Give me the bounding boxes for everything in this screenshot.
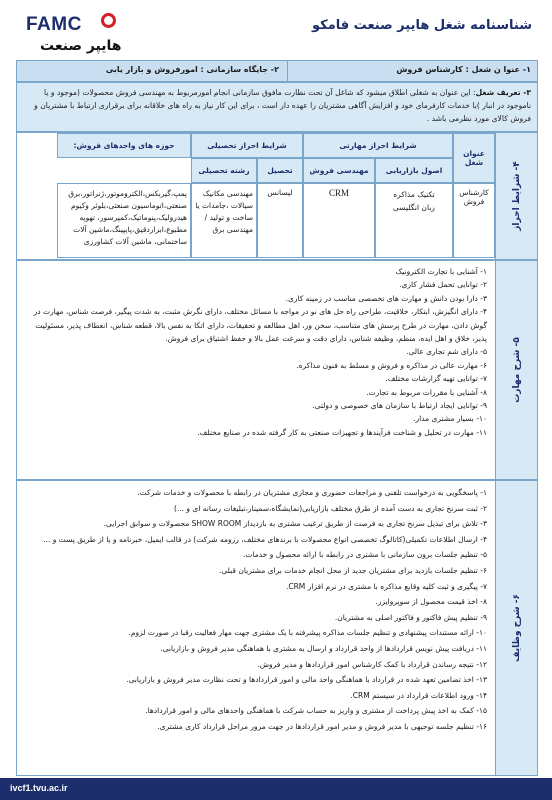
famco-logo-ring-icon	[101, 13, 116, 28]
duty-item: ۱۰- ارائه مستندات پیشنهادی و تنظیم جلسات مذاکره پیشرفته با یک مشتری جهت مهار فعالیت رقبا در صورت لزوم.	[128, 628, 487, 638]
duties-label: ۶- شرح وظایف	[511, 594, 522, 662]
duty-item: ۵- تنظیم جلسات برون سازمانی با مشتری در رابطه با ارائه محصول و خدمات.	[242, 550, 487, 560]
duty-item: ۷- پیگیری و ثبت کلیه وقایع مذاکره با مشتری در نرم افزار CRM.	[285, 581, 487, 591]
skills-section	[16, 260, 538, 480]
skill-item: ۳- دارا بودن دانش و مهارت های تخصصی مناسب در زمینه کاری.	[285, 293, 487, 303]
row-divider	[287, 61, 288, 81]
definition-label: ۳- تعریف شغل	[475, 88, 531, 97]
page-header	[0, 0, 552, 60]
field-sub-header: رشته تحصیلی	[191, 158, 257, 183]
duties-side-column	[495, 481, 537, 775]
requirements-side-column	[495, 133, 537, 259]
skill-item: ۷- توانایی تهیه گزارشات مختلف.	[385, 374, 487, 384]
duty-item: ۱- پاسخگویی به درخواست تلفنی و مراجعات حضوری و مجازی مشتریان در رابطه با محصولات و خدمات شرکت.	[137, 488, 487, 497]
duty-item: ۳- تلاش برای تبدیل سرنخ تجاری به فرصت از طریق ترغیب مشتری به بازدیداز SHOW ROOM محصولات و سوابق اجرایی.	[103, 519, 487, 529]
duty-item: ۱۱- دریافت پیش نویس قراردادها از واحد قرارداد و ارسال به مشتری با هماهنگی مدیر فروش و بازاریابی.	[160, 643, 487, 653]
skill-item: ۲- توانایی تحمل فشار کاری.	[399, 280, 487, 290]
skills-side-column	[495, 261, 537, 479]
job-title-value: کارشناس فروش	[453, 183, 495, 258]
duty-item: ۱۵- کمک به اخذ پیش پرداخت از مشتری و واریز به حساب شرکت با هماهنگی واحدهای مالی و امور قراردادها.	[145, 706, 487, 716]
requirements-table	[16, 132, 538, 260]
skill-item: ۱۱- مهارت در تحلیل و شناخت فرآیندها و تجهیزات صنعتی به کار گرفته شده در صنایع مختلف.	[197, 427, 487, 437]
education-header: شرایط احراز تحصیلی	[191, 133, 303, 158]
skills-list	[23, 265, 487, 439]
duty-item: ۹- تنظیم پیش فاکتور و فاکتور اصلی به مشتریان.	[334, 612, 487, 622]
field-value: مهندسی مکانیک سیالات ،جامدات یا ساخت و تولید / مهندسی برق	[191, 183, 257, 258]
footer-site-link[interactable]: ivcf1.tvu.ac.ir	[10, 783, 68, 793]
job-definition	[16, 82, 538, 132]
famco-logo-text: FAMC	[26, 14, 82, 35]
skill-item: ۸- آشنایی با مقررات مربوط به تجارت.	[366, 387, 487, 397]
sales-area-header: حوزه های واحدهای فروش:	[57, 133, 191, 158]
skill-item: ۱- آشنایی با تجارت الکترونیک	[395, 267, 487, 276]
duty-item: ۱۶- تنظیم جلسه توجیهی با مدیر فروش و مدیر امور قراردادها در جهت مرور مراحل قرارداد کاری مشتری.	[157, 721, 487, 731]
skill-item: ۹- توانایی ایجاد ارتباط با سازمان های خصوصی و دولتی.	[312, 401, 487, 411]
skill-item: ۴- دارای انگیزش، ابتکار، خلاقیت، طراحی راه حل های نو در مواجه با مسائل مختلف، دارای نگرش مثبت، به شدت پیگیر، فرصت شناس، مهارت در گوش دادن، مهارت در طرح پرسش های متناسب، سخن ور، اهل مطالعه و تحقیقات، دارای اتکا به نفس بالا، قطعه شناس، انعطاف پذیر، مسئولیت پذیر، خلاق و اهل ایده، منظم، وظیفه شناس، دارای دقت و سرعت عمل بالا و حفظ اشتیاق برای فروش.	[33, 307, 487, 344]
job-title-row	[16, 60, 538, 82]
org-position: ۲- جایگاه سازمانی : امورفروش و بازار یابی	[105, 65, 279, 74]
definition-text: : این عنوان به شغلی اطلاق میشود که شاغل آن تحت نظارت مافوق سازمانی انجام امورمربوط به مهندسی فروش محصولات (موجود و یا ناموجود در انبار )با خدمات کارفرمای خود و افزایش آگاهی مشتریان را عهده دار است ، برای این کار نیاز به راه های خلاقانه برای برقراری ارتباط با مشتریان و فروش کالای مورد نظرمی باشد .	[34, 88, 531, 123]
skills-header: شرایط احراز مهارتی	[303, 133, 453, 158]
duties-list	[23, 485, 487, 735]
sales-engineering-header: مهندسی فروش	[303, 158, 375, 183]
duty-item: ۴- ارسال اطلاعات تکمیلی(کاتالوگ تخصصی انواع محصولات با برندهای مختلف، رزومه شرکت) در قالب ایمیل، خبرنامه و یا از طریق پست و ...	[43, 534, 487, 544]
duty-item: ۱۳- اخذ تضامین تعهد شده در قرارداد با هماهنگی واحد مالی و امور قراردادها و تحت نظارت مدیر فروش و بازاریابی.	[126, 675, 487, 685]
education-value: لیسانس	[257, 183, 303, 258]
sales-areas-value: پمپ،گیربکس،الکتروموتور،ژنراتور،برق صنعتی،اتوماسیون صنعتی،بلوئر وکیوم هیدرولیک،پنوماتیک،کمپرسور، تهویه مطبوع،ابزاردقیق،پایپینگ،ماشین آلات ساختمانی، ماشین آلات کشاورزی	[57, 183, 191, 258]
document-title: شناسنامه شغل هایپر صنعت فامکو	[312, 18, 532, 33]
education-sub-header: تحصیل	[257, 158, 303, 183]
duty-item: ۲- ثبت سرنخ تجاری به دست آمده از طرق مختلف بازاریابی(نمایشگاه،سمینار،تبلیغات رسانه ای و ...)	[173, 503, 487, 513]
training-value: CRM	[303, 183, 375, 258]
skill-item: ۵- دارای شم تجاری عالی.	[406, 347, 487, 357]
job-title-header: عنوان شغل	[453, 133, 495, 183]
logo-subtitle: هایپر صنعت	[40, 38, 122, 54]
requirements-label: ۴- شرایط احراز	[511, 161, 522, 231]
duty-item: ۸- اخذ قیمت محصول از سوپروایزر.	[375, 597, 487, 607]
skill-item: ۱۰- بسیار مشتری مدار.	[413, 414, 487, 424]
skills-label: ۵- شرح مهارت	[511, 337, 522, 403]
duties-section	[16, 480, 538, 776]
skill-item: ۶- مهارت عالی در مذاکره و فروش و مسلط به فنون مذاکره.	[296, 360, 487, 370]
duty-item: ۱۴- ورود اطلاعات قرارداد در سیستم CRM.	[350, 690, 487, 700]
job-title: ۱- عنوا ن شغل : کارشناس فروش	[396, 65, 531, 74]
footer-bar	[0, 778, 552, 800]
skills-value: تکنیک مذاکره زبان انگلیسی	[375, 183, 453, 258]
duty-item: ۶- تنظیم جلسات بازدید برای مشتریان جدید از محل انجام خدمات برای مشتریان قبلی.	[218, 565, 487, 575]
duty-item: ۱۲- نتیجه رساندن قرارداد با کمک کارشناس امور قراردادها و مدیر فروش.	[257, 659, 487, 669]
basic-principles-header: اصول بازاریابی	[375, 158, 453, 183]
